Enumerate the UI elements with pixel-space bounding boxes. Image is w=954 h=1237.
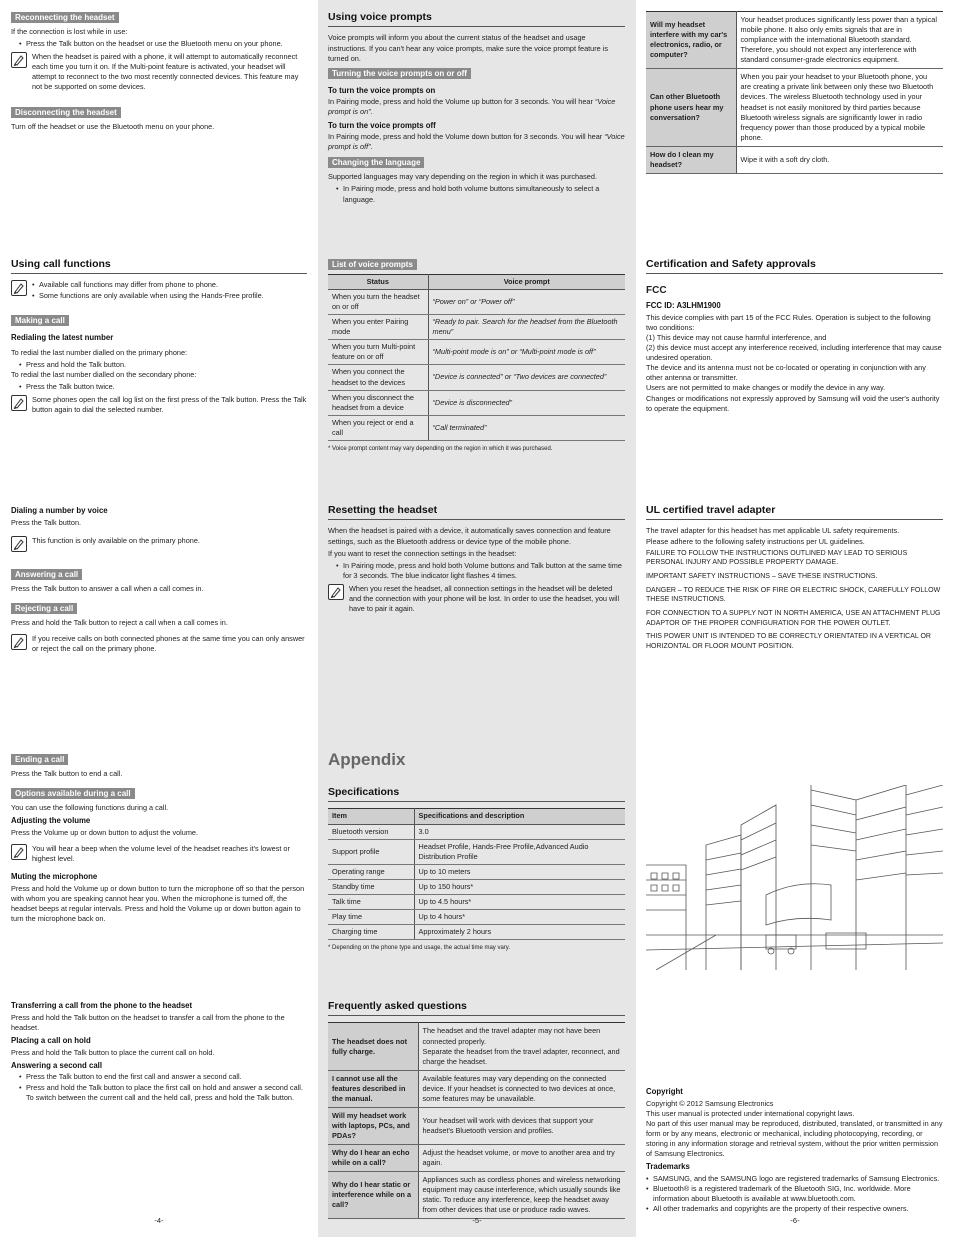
subheading: Muting the microphone xyxy=(11,872,98,881)
paragraph: The device and its antenna must not be co-located or operating in conjunction with any other antenna or transmitter. xyxy=(646,363,926,383)
faq-question: Why do I hear static or interference while on a call? xyxy=(328,1172,418,1219)
answer-line: Separate the headset from the travel adapter, reconnect, and charge the headset. xyxy=(422,1046,620,1066)
page-number: -5- xyxy=(472,1216,482,1225)
section-tag: Changing the language xyxy=(328,157,424,168)
bullet: • SAMSUNG, and the SAMSUNG logo are registered trademarks of Samsung Electronics. xyxy=(646,1174,943,1184)
paragraph xyxy=(328,97,625,117)
note xyxy=(11,536,307,554)
subheading: To turn the voice prompts off xyxy=(328,120,436,130)
copyright-section xyxy=(646,1084,943,1214)
section-heading: Using voice prompts xyxy=(328,10,625,27)
note xyxy=(11,634,307,654)
section-tag: Answering a call xyxy=(11,569,82,580)
section-tag: Making a call xyxy=(11,315,69,326)
paragraph: Press the Talk button to end a call. xyxy=(11,769,123,778)
text: In Pairing mode, press and hold the Volume down button for 3 seconds. You will hear xyxy=(328,132,605,142)
paragraph: If the connection is lost while in use: xyxy=(11,27,128,36)
footnote: * Voice prompt content may vary depending on the region in which it was purchased. xyxy=(328,445,553,452)
bullet: • Press the Talk button to end the first call and answer a second call. xyxy=(19,1072,307,1082)
footnote: * Depending on the phone type and usage, the actual time may vary. xyxy=(328,945,511,952)
note-icon xyxy=(11,52,27,68)
paragraph: FAILURE TO FOLLOW THE INSTRUCTIONS OUTLINED MAY LEAD TO SERIOUS PERSONAL INJURY AND POSSIBLE PROPERTY DAMAGE. xyxy=(646,549,908,567)
paragraph: Press the Volume up or down button to adjust the volume. xyxy=(11,827,198,837)
faq-table xyxy=(328,1022,625,1219)
note xyxy=(11,395,307,415)
note xyxy=(11,52,307,92)
paragraph: You can use the following functions during a call. xyxy=(11,803,169,812)
voice-prompt-table xyxy=(328,274,625,441)
section-tag: List of voice prompts xyxy=(328,259,417,270)
dial-voice-section xyxy=(11,503,307,557)
note-text: This function is only available on the primary phone. xyxy=(32,535,200,545)
paragraph: Users are not permitted to make changes or modify the device in any way. xyxy=(646,383,886,393)
paragraph xyxy=(328,132,625,152)
subheading: Placing a call on hold xyxy=(11,1035,91,1045)
faq-table xyxy=(646,11,943,174)
subheading: Transferring a call from the phone to the headset xyxy=(11,1001,193,1010)
paragraph: FOR CONNECTION TO A SUPPLY NOT IN NORTH AMERICA, USE AN ATTACHMENT PLUG ADAPTOR OF THE PROPER CONFIGURATION FOR THE POWER OUTLET. xyxy=(646,609,941,627)
page-5 xyxy=(318,0,636,1237)
paragraph: Press the Talk button. xyxy=(11,517,82,527)
subheading: Adjusting the volume xyxy=(11,816,91,826)
note-text: If you receive calls on both connected phones at the same time you can only answer or reject the call on the primary phone. xyxy=(32,634,305,654)
cell: When you turn Multi-point feature on or off xyxy=(328,340,428,365)
column-header: Status xyxy=(328,275,428,290)
cell: “Power on” or “Power off” xyxy=(428,290,625,315)
table-row xyxy=(328,415,625,440)
section-heading: UL certified travel adapter xyxy=(646,503,943,520)
table-row xyxy=(646,146,943,173)
paragraph: Press and hold the Talk button to place the current call on hold. xyxy=(11,1047,215,1057)
section-heading: Using call functions xyxy=(11,257,307,274)
cell: Up to 4 hours* xyxy=(414,909,625,924)
subheading: Copyright xyxy=(646,1087,683,1096)
transfer-section xyxy=(11,998,307,1103)
paragraph: THIS POWER UNIT IS INTENDED TO BE CORRECTLY ORIENTATED IN A VERTICAL OR HORIZONTAL OR FLOOR MOUNT POSITION. xyxy=(646,633,931,650)
faq-question: Can other Bluetooth phone users hear my conversation? xyxy=(646,69,736,146)
table-row xyxy=(646,69,943,146)
subheading: Answering a second call xyxy=(11,1060,102,1070)
table-row xyxy=(328,315,625,340)
paragraph: Supported languages may vary depending on the region in which it was purchased. xyxy=(328,172,597,182)
section-heading: Certification and Safety approvals xyxy=(646,257,943,274)
fcc-heading: FCC xyxy=(646,285,667,297)
faq-answer: Your headset will work with devices that support your headset's Bluetooth version and profiles. xyxy=(418,1107,625,1144)
table-row xyxy=(328,290,625,315)
page-6 xyxy=(636,0,954,1237)
cell: Up to 10 meters xyxy=(414,864,625,879)
section-tag: Options available during a call xyxy=(11,788,135,799)
resetting-section xyxy=(328,503,625,617)
faq-answer: Adjust the headset volume, or move to another area and try again. xyxy=(418,1145,625,1172)
paragraph: (2) this device must accept any interference received, including interference that may cause undesired operation. xyxy=(646,343,942,363)
answer-line: The headset and the travel adapter may not have been connected properly. xyxy=(422,1026,601,1046)
subheading: Redialing the latest number xyxy=(11,333,114,342)
section-heading: Resetting the headset xyxy=(328,503,625,520)
paragraph: Press and hold the Talk button on the headset to transfer a call from the phone to the headset. xyxy=(11,1012,285,1032)
cell: When you reject or end a call xyxy=(328,415,428,440)
cell: Approximately 2 hours xyxy=(414,924,625,939)
bullet: • Some functions are only available when using the Hands-Free profile. xyxy=(32,291,307,301)
paragraph: Voice prompts will inform you about the current status of the headset and usage instructions. If you can't hear any voice prompts, make sure the voice prompt feature is turned on. xyxy=(328,33,609,63)
disconnecting-section xyxy=(11,105,307,134)
table-row xyxy=(328,1023,625,1070)
cell: Support profile xyxy=(328,839,414,864)
section-tag: Ending a call xyxy=(11,754,68,765)
note-icon xyxy=(11,634,27,650)
bullet: • Available call functions may differ from phone to phone. xyxy=(32,280,307,290)
cell: 3.0 xyxy=(414,824,625,839)
faq-answer xyxy=(418,1023,625,1070)
paragraph: Press the Talk button to answer a call when a call comes in. xyxy=(11,584,204,593)
faq-section xyxy=(328,999,625,1219)
cell: Up to 4.5 hours* xyxy=(414,894,625,909)
specs-table xyxy=(328,808,625,940)
cell: When you disconnect the headset from a device xyxy=(328,390,428,415)
call-functions-section xyxy=(11,257,307,304)
subheading: To turn the voice prompts on xyxy=(328,85,436,95)
appendix-title: Appendix xyxy=(328,750,406,769)
paragraph: Changes or modifications not expressly approved by Samsung will void the user's authority to operate the equipment. xyxy=(646,393,940,413)
note-text: When you reset the headset, all connection settings in the headset will be deleted and the connection with your phone will be lost. In order to use the headset, you will have to pair it again. xyxy=(349,583,620,613)
paragraph: Copyright © 2012 Samsung Electronics xyxy=(646,1098,774,1108)
bullet: • In Pairing mode, press and hold both volume buttons simultaneously to select a language. xyxy=(336,184,625,204)
faq-question: Why do I hear an echo while on a call? xyxy=(328,1145,418,1172)
table-row xyxy=(328,365,625,390)
faq-answer: Appliances such as cordless phones and wireless networking equipment may cause interference, which usually sounds like static. To reduce any interference, keep the headset away from other devices that use or produce radio waves. xyxy=(418,1172,625,1219)
page-4 xyxy=(0,0,318,1237)
fcc-id: FCC ID: A3LHM1900 xyxy=(646,301,721,311)
city-sketch-illustration xyxy=(646,785,943,970)
section-tag: Reconnecting the headset xyxy=(11,12,119,23)
faq-question: Will my headset work with laptops, PCs, and PDAs? xyxy=(328,1107,418,1144)
paragraph: When the headset is paired with a device, it automatically saves connection and feature settings, such as the Bluetooth address or device type of the mobile phone. xyxy=(328,526,611,546)
paragraph: Turn off the headset or use the Bluetooth menu on your phone. xyxy=(11,122,215,131)
appendix-section xyxy=(328,748,625,771)
subheading: Dialing a number by voice xyxy=(11,506,108,515)
voice-prompts-section xyxy=(328,10,625,205)
bullet: • Bluetooth® is a registered trademark of the Bluetooth SIG, Inc. worldwide. More information about Bluetooth is available at www.bluetooth.com. xyxy=(646,1184,943,1204)
voice-prompt-list-section xyxy=(328,257,625,453)
cell: Bluetooth version xyxy=(328,824,414,839)
rejecting-section xyxy=(11,601,307,657)
faq-question: The headset does not fully charge. xyxy=(328,1023,418,1070)
paragraph: This user manual is protected under international copyright laws. xyxy=(646,1108,855,1118)
paragraph: The travel adapter for this headset has met applicable UL safety requirements. xyxy=(646,526,900,536)
note-text: Some phones open the call log list on the first press of the Talk button. Press the Talk button again to dial the selected number. xyxy=(32,395,307,415)
table-row xyxy=(328,824,625,839)
cell: Headset Profile, Hands-Free Profile,Advanced Audio Distribution Profile xyxy=(414,839,625,864)
faq-continued xyxy=(646,11,943,174)
note-icon xyxy=(11,536,27,552)
bullet: • Press and hold the Talk button to place the first call on hold and answer a second call. To switch between the current call and the held call, press and hold the Talk button. xyxy=(19,1083,307,1103)
paragraph: Please adhere to the following safety instructions per UL guidelines. xyxy=(646,536,865,546)
paragraph: IMPORTANT SAFETY INSTRUCTIONS – SAVE THESE INSTRUCTIONS. xyxy=(646,572,878,580)
cell: Operating range xyxy=(328,864,414,879)
table-row xyxy=(328,879,625,894)
table-row xyxy=(328,390,625,415)
table-row xyxy=(328,909,625,924)
section-tag: Disconnecting the headset xyxy=(11,107,121,118)
table-row xyxy=(328,340,625,365)
note-icon xyxy=(11,844,27,860)
cell: “Device is disconnected” xyxy=(428,390,625,415)
options-section xyxy=(11,786,307,926)
paragraph: If you want to reset the connection settings in the headset: xyxy=(328,548,517,558)
ul-section xyxy=(646,503,943,654)
table-row xyxy=(328,839,625,864)
cell: “Call terminated” xyxy=(428,415,625,440)
cell: Talk time xyxy=(328,894,414,909)
prompt-text: “Voice prompt is on”. xyxy=(328,97,616,117)
cell: Standby time xyxy=(328,879,414,894)
note-icon xyxy=(328,584,344,600)
cell: Play time xyxy=(328,909,414,924)
faq-question: How do I clean my headset? xyxy=(646,146,736,173)
table-row xyxy=(328,894,625,909)
bullet: • Press the Talk button on the headset or use the Bluetooth menu on your phone. xyxy=(19,39,307,49)
cell: Up to 150 hours* xyxy=(414,879,625,894)
section-tag: Rejecting a call xyxy=(11,603,77,614)
note xyxy=(328,584,625,614)
paragraph: Press and hold the Volume up or down button to turn the microphone off so that the person with whom you are speaking cannot hear you. When the microphone is turned off, the headset beeps at regular intervals. Press and hold the Volume up or down button again to turn the microphone back on. xyxy=(11,883,305,923)
cell: Charging time xyxy=(328,924,414,939)
section-tag: Turning the voice prompts on or off xyxy=(328,68,471,79)
section-heading: Specifications xyxy=(328,785,625,802)
text: In Pairing mode, press and hold the Volume up button for 3 seconds. You will hear xyxy=(328,97,595,107)
note-text: When the headset is paired with a phone, it will attempt to automatically reconnect each time you turn it on. If the Multi-point feature is activated, your headset will attempt to reconnect to the two most recently connected devices. This feature may not be supported on some devices. xyxy=(32,52,299,92)
cell: When you connect the headset to the devices xyxy=(328,365,428,390)
paragraph: Press and hold the Talk button to reject a call when a call comes in. xyxy=(11,618,228,627)
column-header: Specifications and description xyxy=(414,809,625,824)
prompt-text: “Voice prompt is off”. xyxy=(328,132,625,152)
column-header: Voice prompt xyxy=(428,275,625,290)
column-header: Item xyxy=(328,809,414,824)
page-number: -6- xyxy=(790,1216,800,1225)
cell: “Ready to pair. Search for the headset from the Bluetooth menu” xyxy=(428,315,625,340)
faq-answer: Available features may vary depending on the connected device. If your headset is connected to two devices at once, some features may be unavailable. xyxy=(418,1070,625,1107)
bullet: • Press the Talk button twice. xyxy=(19,382,307,392)
cell: When you turn the headset on or off xyxy=(328,290,428,315)
note-icon xyxy=(11,280,27,296)
bullet: • Press and hold the Talk button. xyxy=(19,360,307,370)
faq-answer: Wipe it with a soft dry cloth. xyxy=(736,146,943,173)
table-row xyxy=(328,1070,625,1107)
bullet: • In Pairing mode, press and hold both Volume buttons and Talk button at the same time for 3 seconds. The blue indicator light flashes 4 times. xyxy=(336,561,625,581)
paragraph: No part of this user manual may be reproduced, distributed, translated, or transmitted in any form or by any means, electronic or mechanical, including photocopying, recording, or storing in any information storage and retrieval system, without the prior written permission of Samsung Electronics. xyxy=(646,1118,943,1159)
note-icon xyxy=(11,395,27,411)
paragraph: To redial the last number dialled on the primary phone: xyxy=(11,347,188,357)
faq-question: Will my headset interfere with my car's electronics, radio, or computer? xyxy=(646,12,736,69)
note-text: You will hear a beep when the volume level of the headset reaches it's lowest or highest level. xyxy=(32,843,290,863)
certification-section xyxy=(646,257,943,414)
table-row xyxy=(328,1172,625,1219)
table-row xyxy=(328,924,625,939)
making-call-section xyxy=(11,313,307,418)
specifications-section xyxy=(328,785,625,952)
section-heading: Frequently asked questions xyxy=(328,999,625,1016)
table-row xyxy=(328,864,625,879)
paragraph: (1) This device may not cause harmful interference, and xyxy=(646,333,827,343)
paragraph: To redial the last number dialled on the secondary phone: xyxy=(11,369,197,379)
paragraph: This device complies with part 15 of the FCC Rules. Operation is subject to the following two conditions: xyxy=(646,313,931,333)
page-number: -4- xyxy=(154,1216,164,1225)
bullet: • All other trademarks and copyrights are the property of their respective owners. xyxy=(646,1204,943,1214)
note xyxy=(11,844,307,864)
table-row xyxy=(328,1145,625,1172)
faq-answer: Your headset produces significantly less power than a typical mobile phone. It also only emits signals that are in compliance with the international Bluetooth standard. Therefore, you should not expect any interference with standard consumer-grade electronics equipment. xyxy=(736,12,943,69)
faq-answer: When you pair your headset to your Bluetooth phone, you are creating a private link between only these two Bluetooth devices. The wireless Bluetooth technology used in your headset is not easily monitored by third parties because Bluetooth wireless signals are significantly lower in radio frequency power than those produced by a typical mobile phone. xyxy=(736,69,943,146)
faq-question: I cannot use all the features described in the manual. xyxy=(328,1070,418,1107)
cell: “Multi-point mode is on” or “Multi-point mode is off” xyxy=(428,340,625,365)
reconnecting-section xyxy=(11,10,307,95)
table-row xyxy=(646,12,943,69)
cell: When you enter Pairing mode xyxy=(328,315,428,340)
paragraph: DANGER – TO REDUCE THE RISK OF FIRE OR ELECTRIC SHOCK, CAREFULLY FOLLOW THESE INSTRUCTIONS. xyxy=(646,586,941,604)
table-row xyxy=(328,1107,625,1144)
note xyxy=(11,280,307,300)
cell: “Device is connected” or “Two devices are connected” xyxy=(428,365,625,390)
ending-section xyxy=(11,752,307,781)
subheading: Trademarks xyxy=(646,1162,690,1172)
answering-section xyxy=(11,567,307,596)
